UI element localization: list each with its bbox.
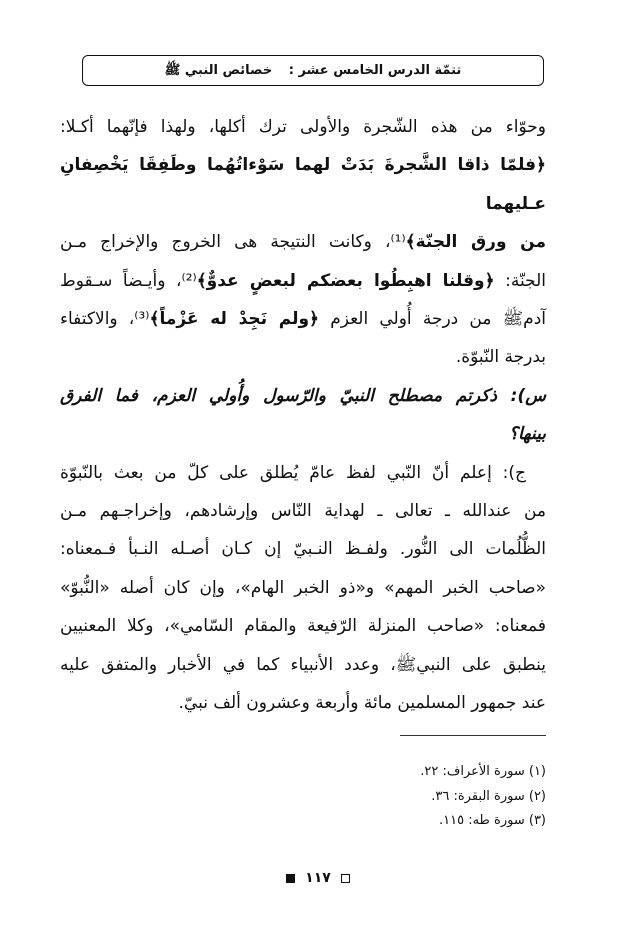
running-header xyxy=(82,55,544,86)
text-line xyxy=(60,377,546,415)
text-segment: «صاحب الخبر المهم» و«ذو الخبر الهام»، وإن كان أصله «النُّبوّ» xyxy=(60,577,546,598)
text-segment: ينطبق على النبيﷺ، وعدد الأنبياء كما في الأخبار والمتفق عليه xyxy=(60,654,546,675)
text-segment: الظُّلُمات الى النُّور. ولفـظ النـبيّ إن كـان أصـله النـبأ فـمعناه: xyxy=(60,539,546,560)
text-line xyxy=(60,569,546,607)
filled-square-icon xyxy=(286,874,295,883)
text-line xyxy=(60,454,546,492)
footnotes xyxy=(300,760,546,834)
text-line xyxy=(60,108,546,146)
text-line xyxy=(60,530,546,568)
footnote: (١) سورة الأعراف: ٢٢. xyxy=(420,764,546,779)
page-number: ١١٧ xyxy=(305,870,331,886)
text-segment: فمعناه: «صاحب المنزلة الرّفيعة والمقام السّامي»، وكلا المعنيين xyxy=(60,616,546,637)
text-segment: ج): إعلم أنّ النّبي لفظ عامّ يُطلق على كلّ من بعث بالنّبوّة xyxy=(60,462,526,483)
text-segment: ⁽³⁾، والاكتفاء xyxy=(60,309,150,330)
text-line xyxy=(60,684,546,722)
text-segment: س): ذكرتم مصطلح النبيّ والرّسول وأُولي العزم، فما الفرق xyxy=(60,385,546,406)
text-line xyxy=(60,607,546,645)
page-footer xyxy=(0,870,636,886)
quran-quote: ﴿وقلنا اهبِطُوا بعضكم لبعضٍ عدوٌّ﴾ xyxy=(196,270,495,291)
text-segment: بينها؟ xyxy=(508,424,546,445)
text-segment: وحوّاء من هذه الشّجرة والأولى ترك أكلها، ولهذا فإنّهما أكـلا: xyxy=(60,117,546,137)
text-line xyxy=(60,146,546,223)
footnote: (٢) سورة البقرة: ٣٦. xyxy=(431,788,546,804)
text-segment: عند جمهور المسلمين مائة وأربعة وعشرون ألف نبيّ. xyxy=(178,693,546,714)
header-topic: خصائص النبي ﷺ xyxy=(164,63,273,78)
text-segment: آدمﷺ من درجة أُولي العزم xyxy=(319,309,546,330)
text-line xyxy=(60,223,546,261)
footnote: (٣) سورة طه: ١١٥. xyxy=(438,813,546,828)
empty-square-icon xyxy=(341,874,350,883)
text-segment: بدرجة النّبوّة. xyxy=(455,347,546,368)
quran-quote: من ورق الجنّة﴾ xyxy=(405,232,547,253)
text-segment: من عندالله ـ تعالى ـ لهداية النّاس وإرشادهم، وإخراجـهم مـن xyxy=(60,501,546,522)
text-line xyxy=(60,646,546,684)
text-segment: الجنّة: xyxy=(494,270,546,291)
text-line xyxy=(60,492,546,530)
text-line xyxy=(60,300,546,338)
text-segment: ⁽¹⁾، وكانت النتيجة هى الخروج والإخراج مـن xyxy=(60,232,406,253)
text-line xyxy=(60,262,546,300)
footnote-separator xyxy=(400,735,546,736)
header-lesson: تتمّة الدرس الخامس عشر : xyxy=(288,63,462,78)
text-line xyxy=(60,338,546,376)
main-text xyxy=(60,108,546,723)
text-line xyxy=(60,415,546,453)
quran-quote: ﴿ولم نَجِدْ له عَزْماً﴾ xyxy=(149,309,320,330)
quran-quote: ﴿فلمّا ذاقا الشَّجرةَ بَدَتْ لهما سَوْءاتُهُما وطَفِقَا يَخْصِفانِ عـليهما xyxy=(60,155,546,214)
text-segment: ⁽²⁾، وأيـضاً سـقوط xyxy=(60,270,197,291)
